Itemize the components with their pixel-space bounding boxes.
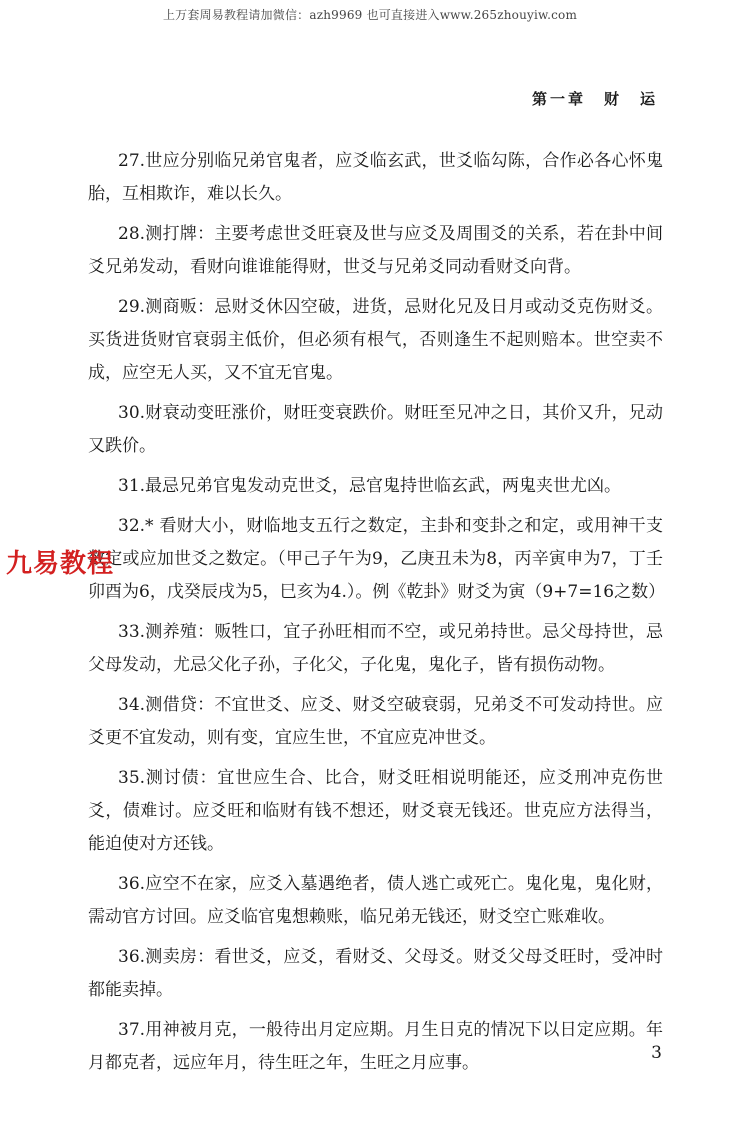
watermark-logo: 九易教程	[6, 549, 115, 579]
paragraph-35: 35.测讨债：宜世应生合、比合，财爻旺相说明能还，应爻刑冲克伤世爻，债难讨。应爻旺和临财有钱不想还，财爻衰无钱还。世克应方法得当，能迫使对方还钱。	[88, 768, 663, 854]
paragraph-31: 31.最忌兄弟官鬼发动克世爻，忌官鬼持世临玄武，两鬼夹世尤凶。	[118, 476, 622, 496]
top-banner: 上万套周易教程请加微信：azh9969 也可直接进入www.265zhouyiw.com	[162, 8, 578, 22]
paragraph-29: 29.测商贩：忌财爻休囚空破，进货，忌财化兄及日月或动爻克伤财爻。买货进货财官衰弱主低价，但必须有根气，否则逢生不起则赔本。世空卖不成，应空无人买，又不宜无官鬼。	[88, 297, 663, 383]
paragraph-28: 28.测打牌：主要考虑世爻旺衰及世与应爻及周围爻的关系，若在卦中间爻兄弟发动，看财向谁谁能得财，世爻与兄弟爻同动看财爻向背。	[88, 224, 663, 277]
paragraph-30: 30.财衰动变旺涨价，财旺变衰跌价。财旺至兄冲之日，其价又升，兄动又跌价。	[88, 403, 663, 456]
paragraph-32: 32.* 看财大小，财临地支五行之数定，主卦和变卦之和定，或用神干支数定或应加世爻之数定。（甲己子午为9，乙庚丑未为8，丙辛寅申为7，丁壬卯酉为6，戊癸辰戌为5，巳亥为4.）。例《乾卦》财爻为寅（9+7=16之数）	[88, 516, 666, 602]
paragraph-34: 34.测借贷：不宜世爻、应爻、财爻空破衰弱，兄弟爻不可发动持世。应爻更不宜发动，则有变，宜应生世，不宜应克冲世爻。	[88, 695, 663, 748]
paragraph-36b: 36.测卖房：看世爻，应爻，看财爻、父母爻。财爻父母爻旺时，受冲时都能卖掉。	[88, 947, 663, 1000]
chapter-header: 第一章 财 运	[531, 90, 658, 108]
paragraph-33: 33.测养殖：贩牲口，宜子孙旺相而不空，或兄弟持世。忌父母持世，忌父母发动，尤忌父化子孙，子化父，子化鬼，鬼化子，皆有损伤动物。	[88, 622, 663, 675]
page-number: 3	[651, 1043, 662, 1063]
paragraph-27: 27.世应分别临兄弟官鬼者，应爻临玄武，世爻临勾陈，合作必各心怀鬼胎，互相欺诈，难以长久。	[88, 151, 663, 204]
paragraph-37: 37.用神被月克，一般待出月定应期。月生日克的情况下以日定应期。年月都克者，远应年月，待生旺之年，生旺之月应事。	[88, 1020, 663, 1073]
page-body	[88, 145, 666, 1087]
paragraph-36a: 36.应空不在家，应爻入墓遇绝者，债人逃亡或死亡。鬼化鬼，鬼化财，需动官方讨回。应爻临官鬼想赖账，临兄弟无钱还，财爻空亡账难收。	[88, 874, 663, 927]
